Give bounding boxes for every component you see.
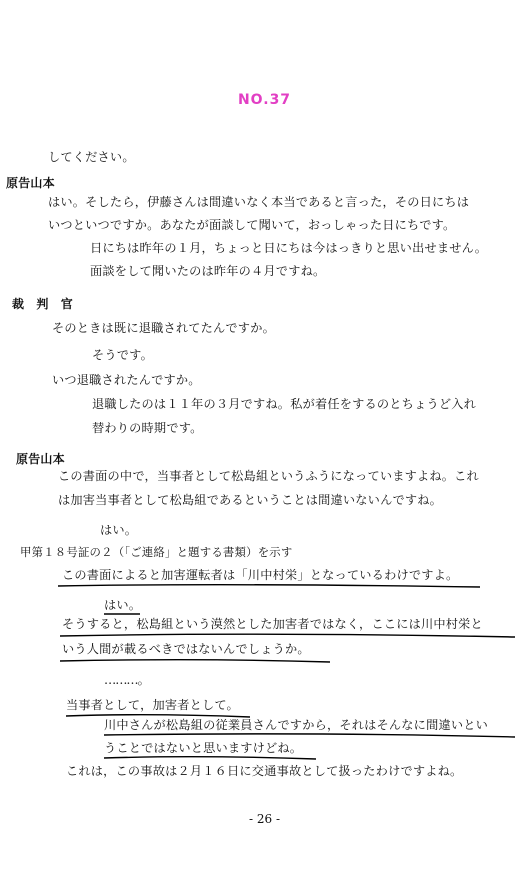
text-line: してください。: [48, 150, 135, 164]
underline-mark: [104, 734, 515, 737]
text-line: この書面によると加害運転者は「川中村栄」となっているわけですよ。: [62, 568, 459, 582]
text-line: そうです。: [92, 348, 153, 362]
text-line: いう人間が載るべきではないんでしょうか。: [62, 642, 310, 656]
text-line: いつ退職されたんですか。: [52, 373, 201, 387]
text-line: この書面の中で，当事者として松島組というふうになっていますよね。これ: [58, 469, 479, 483]
speaker-label: 原告山本: [6, 176, 55, 190]
page-number-stamp: NO.37: [237, 92, 292, 108]
text-line: はい。: [104, 598, 142, 612]
text-line: 当事者として，加害者として。: [66, 698, 239, 712]
text-line: 日にちは昨年の１月，ちょっと日にちは今はっきりと思い出せません。: [90, 241, 488, 255]
text-line: 川中さんが松島組の従業員さんですから，それはそんなに間違いとい: [104, 718, 489, 732]
text-line: そうすると，松島組という漠然とした加害者ではなく，ここには川中村栄と: [62, 617, 483, 631]
exhibit-note: 甲第１８号証の２（「ご連絡」と題する書類）を示す: [20, 545, 293, 559]
text-line: これは，この事故は２月１６日に交通事故として扱ったわけですよね。: [66, 764, 463, 778]
text-line: うことではないと思いますけどね。: [104, 741, 303, 755]
text-line: 面談をして聞いたのは昨年の４月ですね。: [90, 264, 326, 278]
underline-mark: [60, 660, 330, 662]
text-line: ………。: [104, 673, 149, 687]
text-line: は加害当事者として松島組であるということは間違いないんですね。: [58, 493, 443, 507]
text-line: そのときは既に退職されてたんですか。: [52, 321, 275, 335]
text-line: 退職したのは１１年の３月ですね。私が着任をするのとちょうど入れ: [92, 397, 477, 411]
text-line: 替わりの時期です。: [92, 421, 203, 435]
text-line: いつといつですか。あなたが面談して聞いて，おっしゃった日にちです。: [48, 218, 456, 232]
page-footer: - 26 -: [248, 812, 280, 826]
text-line: はい。: [100, 523, 138, 537]
underline-mark: [104, 757, 316, 759]
text-line: はい。そしたら，伊藤さんは間違いなく本当であると言った，その日にちは: [48, 195, 470, 209]
underline-mark: [66, 715, 250, 717]
underline-mark: [58, 585, 480, 587]
speaker-label: 裁 判 官: [12, 297, 74, 311]
underline-mark: [60, 634, 515, 637]
speaker-label: 原告山本: [16, 452, 65, 466]
